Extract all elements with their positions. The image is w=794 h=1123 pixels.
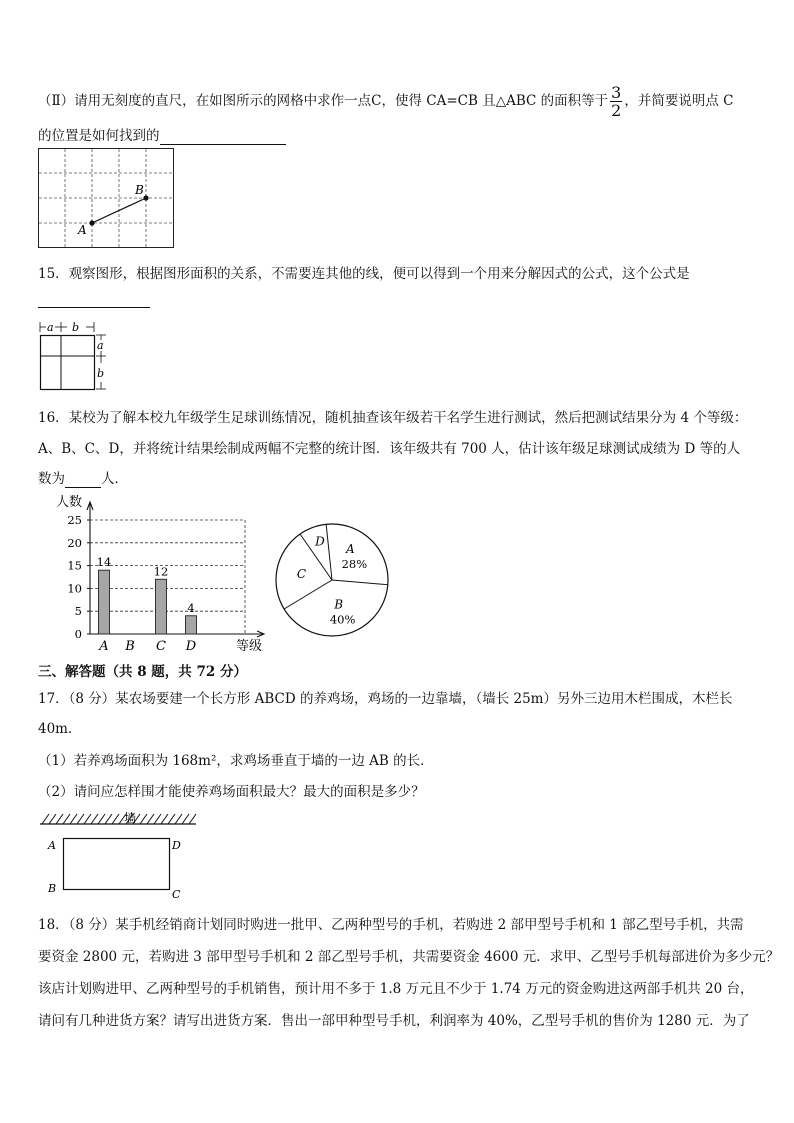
q16-line2: A、B、C、D，并将统计结果绘制成两幅不完整的统计图．该年级共有 700 人，估计该年级足球测试成绩为 D 等的人 [38, 441, 741, 457]
wall-hatch-line [112, 814, 119, 824]
bar-A [99, 570, 110, 634]
q18-line2: 要资金 2800 元，若购进 3 部甲型号手机和 2 部乙型号手机，共需要资金 4600 元．求甲、乙型号手机每部进价为多少元？ [38, 949, 780, 965]
q17-sub2: （2）请问应怎样围才能使养鸡场面积最大？最大的面积是多少？ [38, 784, 425, 800]
pie-percent-A: 28% [341, 557, 368, 572]
wall-hatch-line [84, 814, 91, 824]
q14-part2-line2-text: 的位置是如何找到的 [38, 128, 160, 144]
label-a: A [48, 839, 56, 852]
q17-sub1: （1）若养鸡场面积为 168m²，求鸡场垂直于墙的一边 AB 的长． [38, 753, 434, 769]
q14-part2-text-pre: （Ⅱ）请用无刻度的直尺，在如图所示的网格中求作一点C，使得 CA=CB 且△ABC 的面积等于 [38, 93, 609, 109]
wall-hatch-line [189, 814, 196, 824]
wall-hatch-line [182, 814, 189, 824]
q15-answer-line [38, 291, 150, 308]
q17-line2: 40m． [38, 721, 82, 737]
bar-chart [40, 490, 280, 656]
q14-part2-text-post: ，并简要说明点 C [624, 93, 734, 109]
label-a-top: a [47, 321, 54, 334]
wall-hatch-line [175, 814, 182, 824]
data-label-D: 4 [187, 600, 195, 615]
x-tick-label-D: D [185, 639, 197, 654]
q14-part2-line2 [38, 124, 286, 145]
label-a-side: a [97, 339, 104, 352]
y-axis-label: 人数 [56, 495, 83, 510]
answer-blank [65, 471, 101, 488]
wall-hatch-line [154, 814, 161, 824]
data-label-C: 12 [153, 564, 169, 579]
wall-hatch-line [98, 814, 105, 824]
fraction-numerator: 3 [611, 83, 622, 102]
x-tick-label-B: B [125, 639, 135, 654]
q16-line3-post: 人． [101, 471, 128, 487]
label-d: D [172, 839, 181, 852]
pie-label-C: C [296, 566, 307, 581]
y-tick-label: 20 [67, 535, 82, 550]
pie-chart [274, 522, 390, 638]
wall-hatch-line [168, 814, 175, 824]
wall-hatch-line [161, 814, 168, 824]
label-b-top: b [72, 321, 80, 334]
point-a [89, 220, 94, 225]
wall-hatch-line [63, 814, 70, 824]
label-wall: 墙 [124, 811, 137, 825]
wall-hatch-line [91, 814, 98, 824]
grid-figure [38, 148, 174, 248]
wall-hatch-line [56, 814, 63, 824]
wall-hatch-line [105, 814, 112, 824]
wall-hatch-line [70, 814, 77, 824]
x-tick-label-C: C [156, 639, 166, 654]
wall-hatch-line [77, 814, 84, 824]
pie-divider-A [326, 524, 332, 580]
y-tick-label: 25 [67, 513, 82, 527]
wall-hatch-line [140, 814, 147, 824]
pie-divider-B [332, 580, 388, 585]
farm-figure [38, 811, 198, 901]
square-figure [36, 318, 116, 394]
q16-line1: 16．某校为了解本校九年级学生足球训练情况，随机抽查该年级若干名学生进行测试，然后把测试结果分为 4 个等级： [38, 410, 748, 426]
label-b-side: b [97, 367, 105, 380]
x-axis-label: 等级 [236, 639, 263, 654]
pie-label-B: B [334, 597, 344, 612]
q18-line4: 请问有几种进货方案？请写出进货方案．售出一部甲种型号手机，利润率为 40%，乙型号手机的售价为 1280 元．为了 [38, 1013, 750, 1029]
fraction-denominator: 2 [611, 101, 622, 120]
y-tick-label: 5 [74, 604, 82, 619]
q15-text: 15．观察图形，根据图形面积的关系，不需要连其他的线，便可以得到一个用来分解因式的公式，这个公式是 [38, 266, 690, 282]
q18-line1: 18．（8 分）某手机经销商计划同时购进一批甲、乙两种型号的手机，若购进 2 部甲型号手机和 1 部乙型号手机，共需 [38, 917, 744, 933]
wall-hatch-line [147, 814, 154, 824]
point-b [143, 195, 148, 200]
wall-hatch-line [42, 814, 49, 824]
pie-label-A: A [346, 542, 355, 557]
y-tick-label: 15 [67, 558, 82, 573]
answer-blank [38, 291, 150, 308]
pie-label-D: D [315, 534, 325, 549]
x-tick-label-A: A [99, 639, 109, 654]
data-label-A: 14 [96, 555, 112, 570]
wall-hatch-line [49, 814, 56, 824]
answer-blank [160, 128, 286, 145]
y-tick-label: 10 [67, 581, 82, 596]
q16-line3 [38, 467, 128, 488]
bar-C [156, 579, 167, 634]
fraction-three-halves [610, 84, 622, 119]
pie-percent-B: 40% [329, 612, 356, 627]
q18-line3: 该店计划购进甲、乙两种型号的手机销售，预计用不多于 1.8 万元且不少于 1.74 万元的资金购进这两部手机共 20 台， [38, 981, 754, 997]
pie-divider-C [284, 580, 332, 609]
label-b: B [48, 882, 57, 895]
q14-part2-line1 [38, 84, 733, 119]
label-c: C [172, 888, 181, 901]
section-title: 三、解答题（共 8 题，共 72 分） [38, 664, 247, 680]
y-tick-label: 0 [74, 627, 82, 641]
label-a: A [78, 223, 87, 237]
label-b: B [135, 183, 144, 197]
q17-line1: 17．（8 分）某农场要建一个长方形 ABCD 的养鸡场，鸡场的一边靠墙，（墙长 25m）另外三边用木栏围成，木栏长 [38, 691, 733, 707]
bar-D [186, 616, 197, 634]
q16-line3-pre: 数为 [38, 471, 65, 487]
